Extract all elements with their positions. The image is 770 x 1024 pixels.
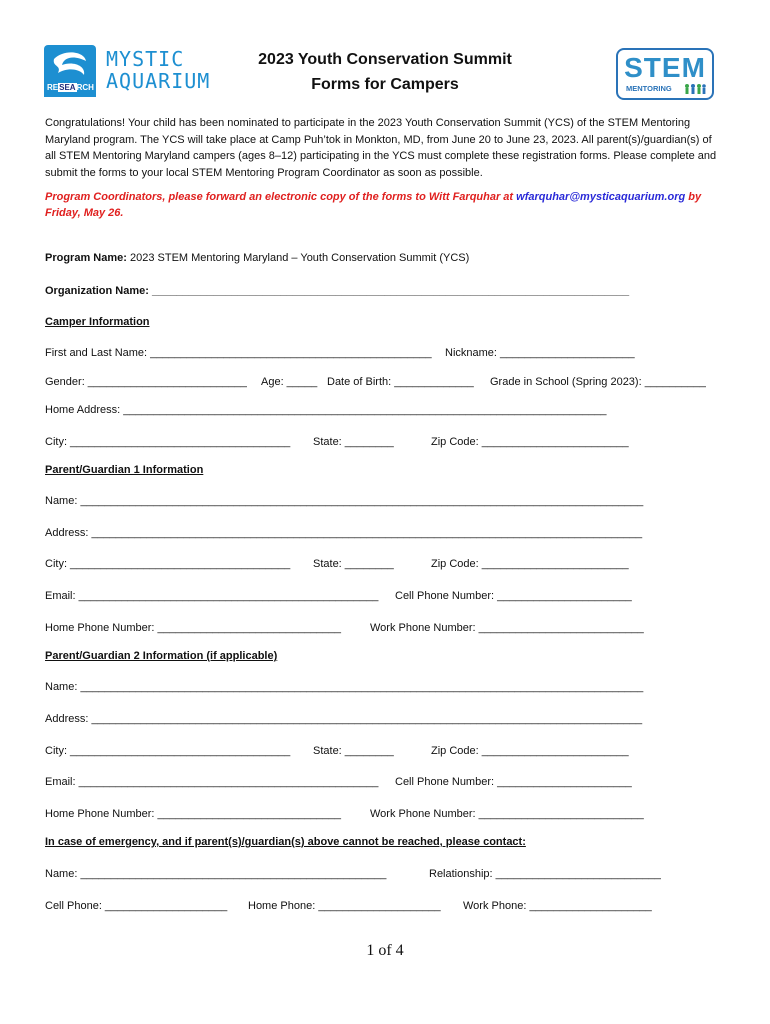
intro-paragraph: Congratulations! Your child has been nominated to participate in the 2023 Youth Conservation Summit (YCS) of the STEM Mentoring Maryland program. The YCS will take place at Camp Puh’tok in Monkton, MD, from June 20 to June 23, 2023. All parent(s)/guardian(s) of all STEM Mentoring Maryland campers (ages 8–12) participating in the YCS must complete these registration forms. Please complete and submit the forms to your local STEM Mentoring Program Coordinator as soon as possible. (45, 117, 717, 179)
note-text: Program Coordinators, please forward an electronic copy of the forms to Witt Farquhar at (45, 191, 517, 203)
camper-state-field[interactable]: State: ________ (313, 436, 394, 448)
emergency-relationship-field[interactable]: Relationship: ___________________________ (429, 868, 661, 880)
camper-nickname-field[interactable]: Nickname: ______________________ (445, 347, 635, 359)
mentoring-wordmark: MENTORING (626, 84, 672, 93)
parent2-address-field[interactable]: Address: __________________________________________________________________________________________ (45, 713, 643, 725)
parent2-zip-field[interactable]: Zip Code: ________________________ (431, 745, 629, 757)
camper-city-field[interactable]: City: ____________________________________ (45, 436, 291, 448)
parent1-info-heading: Parent/Guardian 1 Information (45, 464, 204, 476)
mystic-wordmark-line1: MYSTIC (106, 47, 185, 71)
parent1-email-field[interactable]: Email: _________________________________________________ (45, 590, 379, 602)
page-title-line2: Forms for Campers (311, 76, 459, 93)
parent2-work-phone-field[interactable]: Work Phone Number: ___________________________ (370, 808, 644, 820)
parent2-email-field[interactable]: Email: _________________________________________________ (45, 776, 379, 788)
stem-wordmark: STEM (624, 52, 706, 83)
research-tag: RESEARCH (47, 83, 94, 92)
page-title-line1: 2023 Youth Conservation Summit (258, 51, 512, 68)
parent1-zip-field[interactable]: Zip Code: ________________________ (431, 558, 629, 570)
emergency-cell-field[interactable]: Cell Phone: ____________________ (45, 900, 228, 912)
parent1-name-field[interactable]: Name: ____________________________________________________________________________________________ (45, 495, 644, 507)
parent2-info-heading: Parent/Guardian 2 Information (if applicable) (45, 650, 278, 662)
parent2-state-field[interactable]: State: ________ (313, 745, 394, 757)
camper-dob-field[interactable]: Date of Birth: _____________ (327, 376, 474, 388)
program-name-row (45, 252, 469, 264)
parent2-home-phone-field[interactable]: Home Phone Number: ______________________________ (45, 808, 342, 820)
camper-age-field[interactable]: Age: _____ (261, 376, 318, 388)
coordinator-email-link[interactable]: wfarquhar@mysticaquarium.org (516, 191, 686, 203)
parent2-cell-field[interactable]: Cell Phone Number: ______________________ (395, 776, 632, 788)
mystic-wordmark-line2: AQUARIUM (106, 69, 211, 93)
emergency-name-field[interactable]: Name: __________________________________________________ (45, 868, 387, 880)
camper-info-heading: Camper Information (45, 316, 150, 328)
emergency-home-phone-field[interactable]: Home Phone: ____________________ (248, 900, 441, 912)
parent2-city-field[interactable]: City: ____________________________________ (45, 745, 291, 757)
mystic-aquarium-logo (44, 45, 214, 97)
organization-name-field[interactable]: Organization Name: ______________________________________________________________________________ (45, 285, 630, 297)
page-number: 1 of 4 (366, 942, 404, 959)
parent1-home-phone-field[interactable]: Home Phone Number: ______________________________ (45, 622, 342, 634)
people-icon (684, 83, 706, 95)
camper-gender-field[interactable]: Gender: __________________________ (45, 376, 247, 388)
program-name-value: 2023 STEM Mentoring Maryland – Youth Conservation Summit (YCS) (129, 252, 470, 264)
camper-grade-field[interactable]: Grade in School (Spring 2023): __________ (490, 376, 706, 388)
coordinator-note (45, 189, 725, 221)
parent1-address-field[interactable]: Address: __________________________________________________________________________________________ (45, 527, 643, 539)
parent1-city-field[interactable]: City: ____________________________________ (45, 558, 291, 570)
emergency-contact-heading: In case of emergency, and if parent(s)/guardian(s) above cannot be reached, please contact: (45, 836, 526, 848)
parent1-state-field[interactable]: State: ________ (313, 558, 394, 570)
stem-mentoring-logo (616, 48, 714, 100)
camper-name-field[interactable]: First and Last Name: ______________________________________________ (45, 347, 432, 359)
emergency-work-phone-field[interactable]: Work Phone: ____________________ (463, 900, 652, 912)
camper-zip-field[interactable]: Zip Code: ________________________ (431, 436, 629, 448)
parent1-work-phone-field[interactable]: Work Phone Number: ___________________________ (370, 622, 644, 634)
program-name-label: Program Name: (45, 252, 127, 264)
note-deadline: by Friday, May 26. (45, 191, 702, 219)
parent1-cell-field[interactable]: Cell Phone Number: ______________________ (395, 590, 632, 602)
camper-address-field[interactable]: Home Address: _______________________________________________________________________________ (45, 404, 607, 416)
parent2-name-field[interactable]: Name: ____________________________________________________________________________________________ (45, 681, 644, 693)
